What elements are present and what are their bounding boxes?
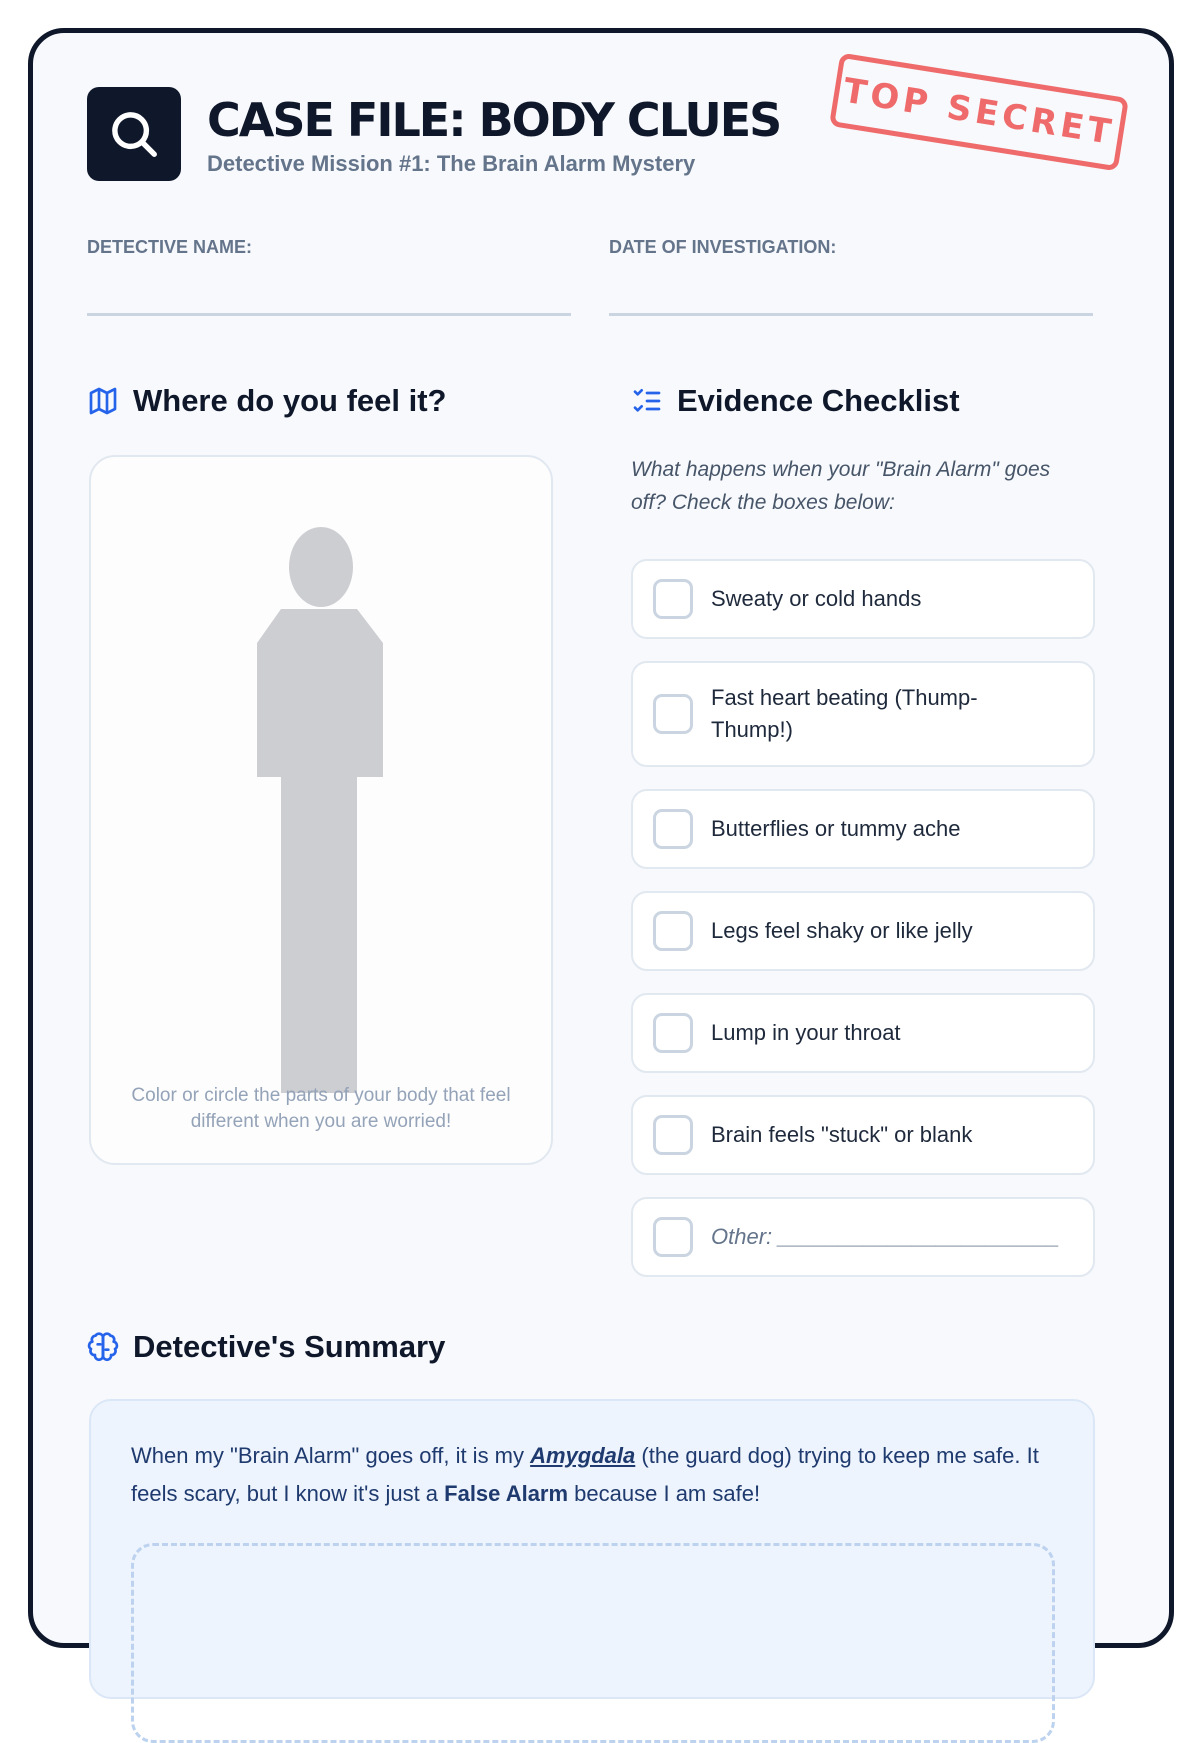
summary-text-part: because I am safe!: [568, 1481, 761, 1506]
checkbox[interactable]: [653, 809, 693, 849]
summary-writing-area[interactable]: [131, 1543, 1055, 1743]
checkbox[interactable]: [653, 579, 693, 619]
check-item-brain-stuck[interactable]: [631, 1095, 1095, 1175]
check-item-other[interactable]: [631, 1197, 1095, 1277]
body-map-caption: Color or circle the parts of your body that feel different when you are worried!: [131, 1085, 511, 1132]
search-icon: [87, 87, 181, 181]
summary-panel: [89, 1399, 1095, 1699]
check-item-label: Other: _______________________: [711, 1224, 1060, 1249]
checkbox[interactable]: [653, 694, 693, 734]
brain-icon: [87, 1331, 119, 1363]
summary-text-part: When my "Brain Alarm" goes off, it is my: [131, 1443, 531, 1468]
top-secret-stamp: TOP SECRET: [829, 53, 1129, 172]
page-title: CASE FILE: BODY CLUES: [207, 93, 781, 147]
check-item-label: Fast heart beating (Thump-Thump!): [711, 685, 978, 742]
summary-heading-text: Detective's Summary: [133, 1329, 446, 1364]
summary-text: [131, 1437, 1061, 1513]
check-item-butterflies[interactable]: [631, 789, 1095, 869]
checkbox[interactable]: [653, 911, 693, 951]
body-map-heading: [87, 383, 446, 419]
date-field[interactable]: [609, 313, 1093, 316]
check-item-label: Butterflies or tummy ache: [711, 816, 961, 841]
detective-name-field[interactable]: [87, 313, 571, 316]
body-map-panel[interactable]: [89, 455, 553, 1165]
checklist-intro: What happens when your "Brain Alarm" goes off? Check the boxes below:: [631, 458, 1051, 514]
list-checks-icon: [631, 385, 663, 417]
check-item-throat-lump[interactable]: [631, 993, 1095, 1073]
checkbox[interactable]: [653, 1115, 693, 1155]
detective-name-label: DETECTIVE NAME:: [87, 237, 253, 257]
check-item-shaky-legs[interactable]: [631, 891, 1095, 971]
summary-heading: [87, 1329, 445, 1365]
checkbox[interactable]: [653, 1217, 693, 1257]
check-item-fast-heart[interactable]: [631, 661, 1095, 767]
date-label: DATE OF INVESTIGATION:: [609, 237, 837, 257]
body-map-heading-text: Where do you feel it?: [133, 383, 447, 418]
check-item-label: Brain feels "stuck" or blank: [711, 1122, 973, 1147]
map-icon: [87, 385, 119, 417]
case-file-card: [28, 28, 1174, 1648]
page-subtitle: Detective Mission #1: The Brain Alarm Mystery: [207, 151, 696, 176]
checkbox[interactable]: [653, 1013, 693, 1053]
false-alarm-term: False Alarm: [444, 1481, 569, 1506]
check-item-label: Sweaty or cold hands: [711, 586, 922, 611]
checklist-heading-text: Evidence Checklist: [677, 383, 960, 418]
summary-text-part: (the guard dog) trying to keep me safe. It feels scary, but I know it's just a: [131, 1443, 1039, 1506]
check-item-label: Lump in your throat: [711, 1020, 901, 1045]
body-outline: [91, 457, 555, 1167]
checklist-heading: [631, 383, 960, 419]
amygdala-term: Amygdala: [530, 1443, 636, 1468]
check-item-label: Legs feel shaky or like jelly: [711, 918, 973, 943]
check-item-sweaty-hands[interactable]: [631, 559, 1095, 639]
